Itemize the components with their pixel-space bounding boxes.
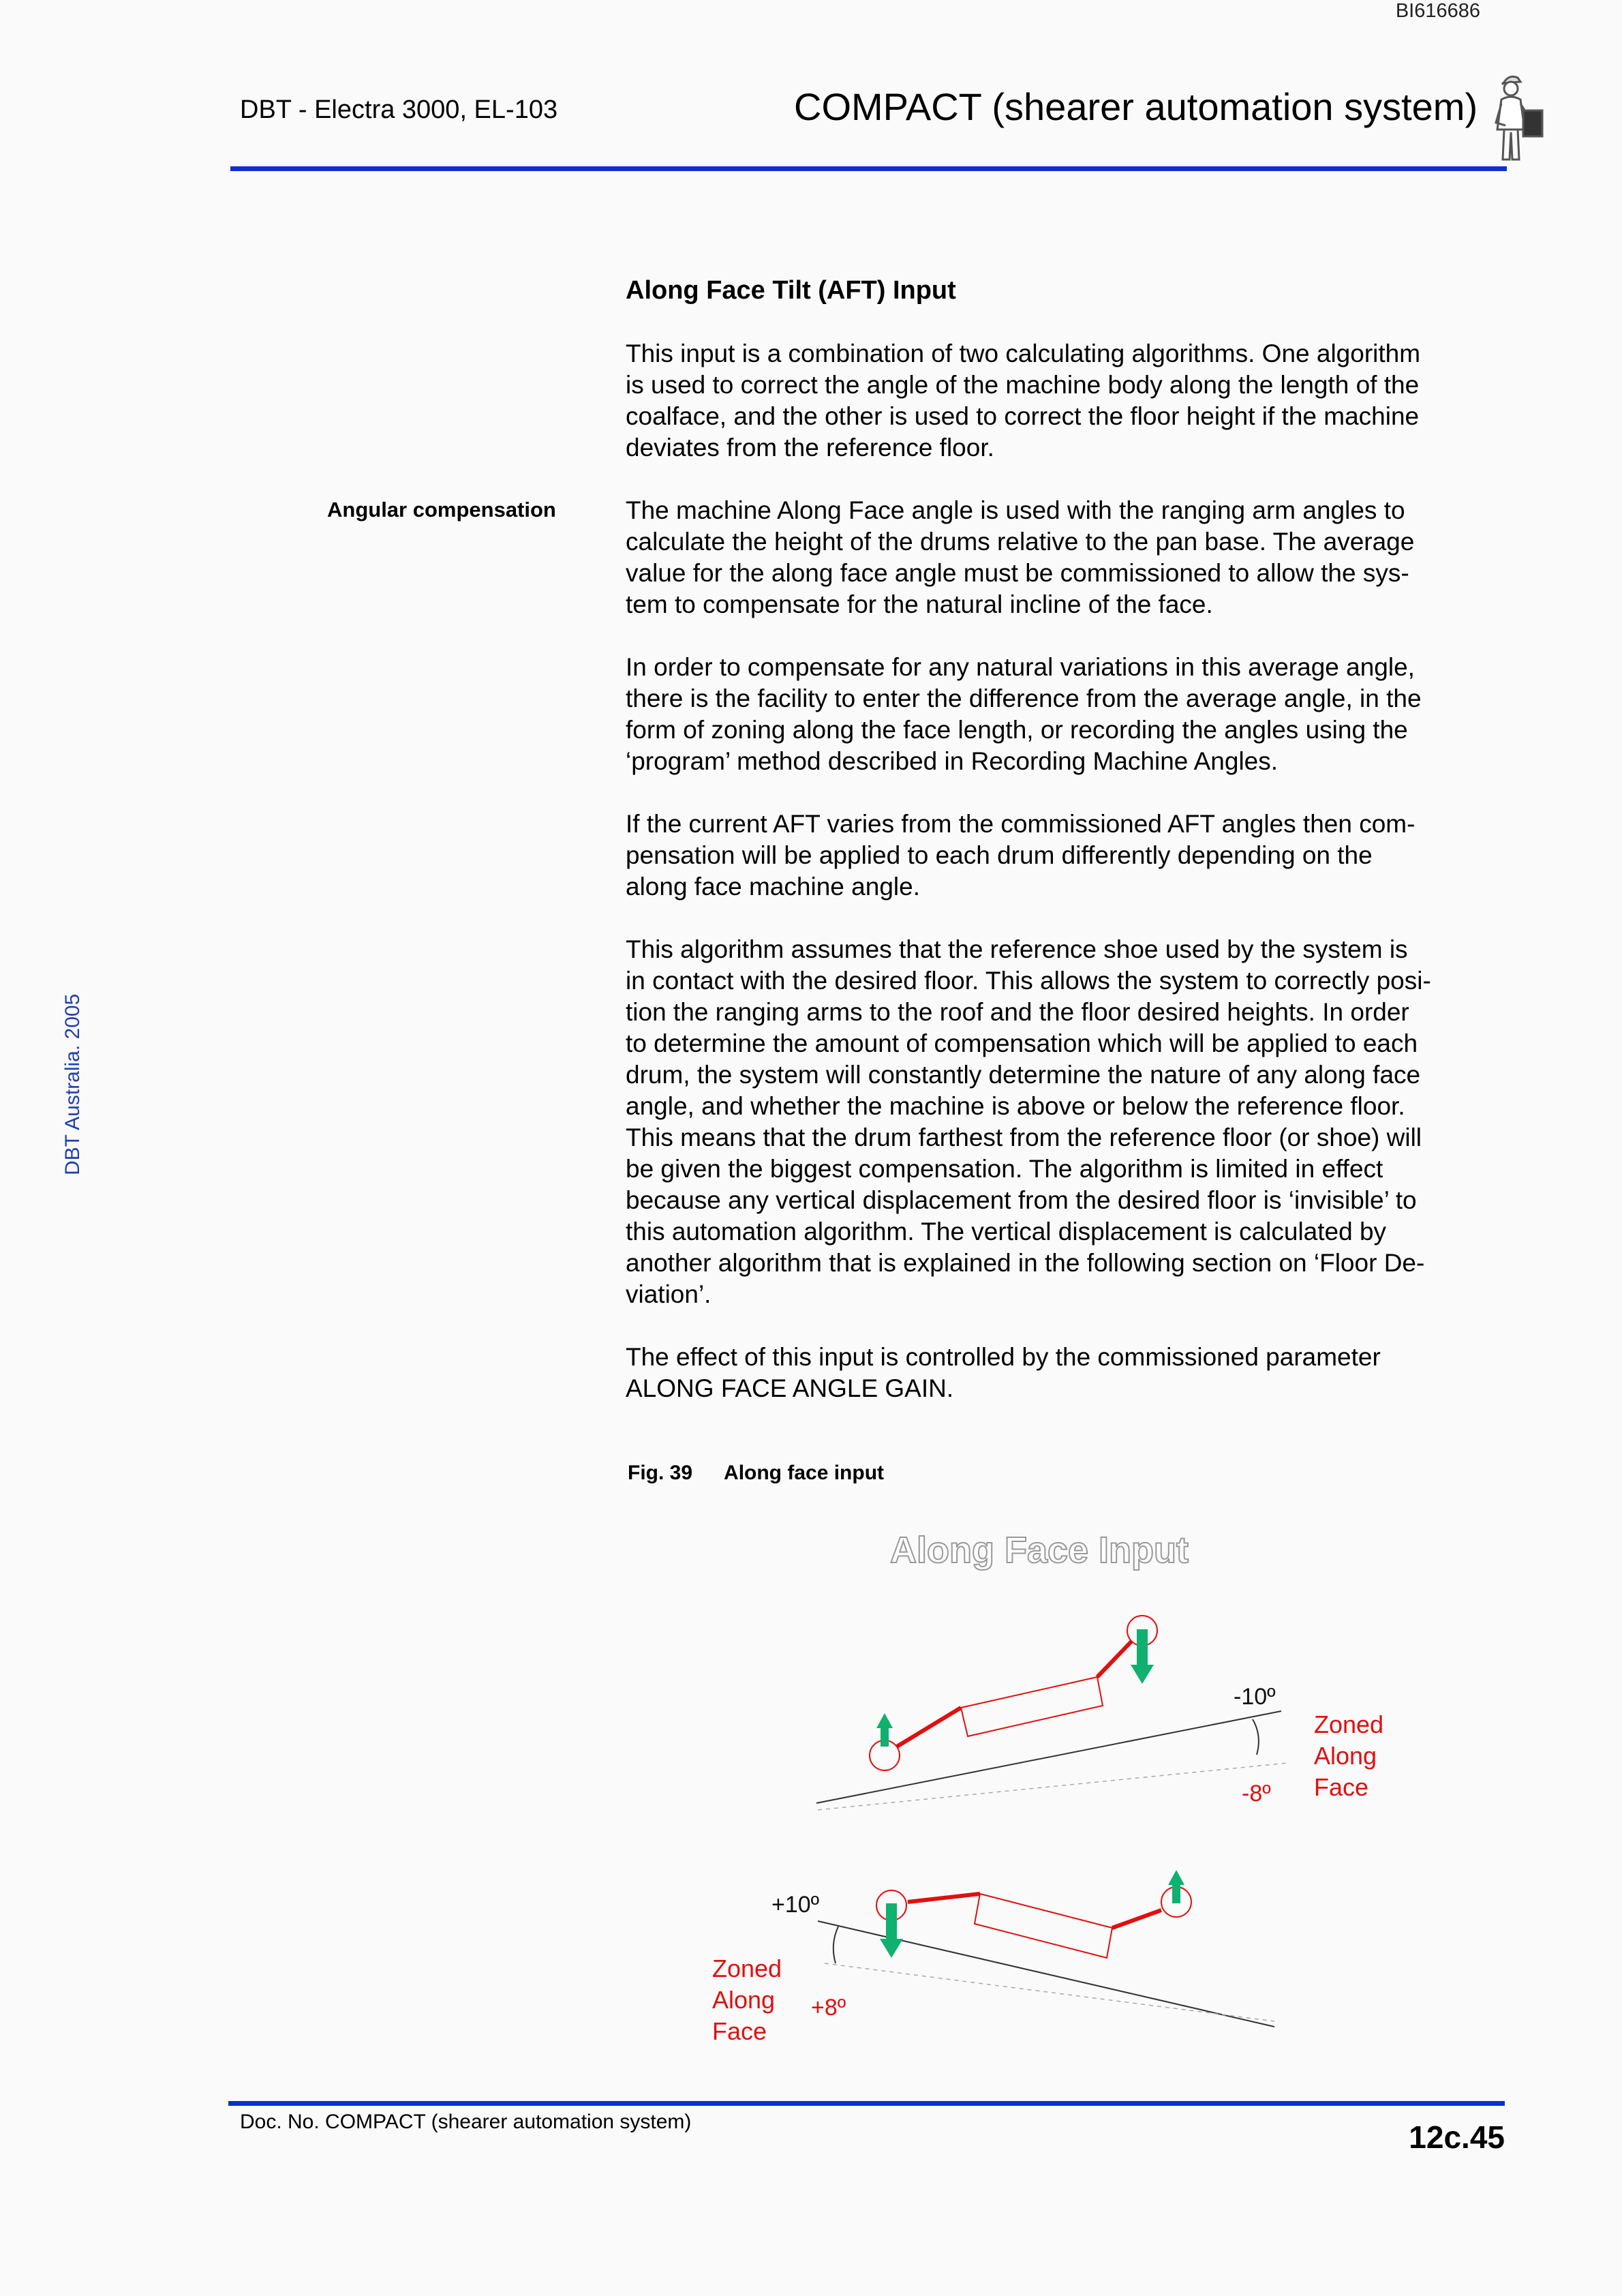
header-title: COMPACT (shearer automation system) [794, 85, 1478, 128]
top-diagram [816, 1616, 1383, 1810]
bottom-zoned-angle: +8º [811, 1995, 846, 2021]
bottom-angle-arc [833, 1927, 838, 1963]
technician-with-case-icon [1489, 70, 1548, 165]
figure-caption [628, 1462, 884, 1485]
top-zoned-label-2: Along [1314, 1742, 1377, 1770]
top-zoned-label-3: Face [1314, 1773, 1369, 1801]
top-machine-angle: -10º [1234, 1684, 1276, 1710]
top-down-arrow [1131, 1629, 1154, 1684]
paragraph-intro: This input is a combination of two calculating algorithms. One algorithm is used to correct the angle of the machine body along the length of the coalface, and the other is used to correct the floor height if the machine deviates from the reference floor. [626, 339, 1421, 462]
side-copyright: DBT Australia. 2005 [61, 993, 84, 1175]
top-right-arm [1097, 1642, 1131, 1677]
figure-title: Along Face Input [890, 1530, 1189, 1571]
header-product: DBT - Electra 3000, EL-103 [240, 95, 558, 124]
footer-rule [228, 2101, 1505, 2106]
margin-note: Angular compensation [327, 498, 556, 522]
paragraph-algorithm: This algorithm assumes that the reference shoe used by the system is in contact with the desired floor. This allows the system to correctly posi- tion the ranging arms to the roof and the floor desired heights. In order to determine the amount of compensation which will be applied to each drum, the system will constantly determine the nature of any along face angle, and whether the machine is above or below the reference floor. This means that the drum farthest from the reference floor (or shoe) will be given the biggest compensation. The algorithm is limited in effect because any vertical displacement from the desired floor is ‘invisible’ to this automation algorithm. The vertical displacement is calculated by another algorithm that is explained in the following section on ‘Floor De- viation’. [626, 935, 1431, 1308]
bottom-right-arm [1112, 1910, 1161, 1928]
top-angle-arc [1253, 1719, 1259, 1755]
bottom-diagram [712, 1870, 1274, 2045]
document-id: BI616686 [1395, 0, 1480, 22]
paragraph-gain: The effect of this input is controlled by the commissioned parameter ALONG FACE ANGLE GAIN. [626, 1343, 1381, 1402]
section-heading: Along Face Tilt (AFT) Input [626, 276, 956, 305]
bottom-up-arrow [1168, 1870, 1184, 1903]
bottom-zoned-label-2: Along [712, 1986, 776, 2014]
page-number: 12c.45 [1409, 2119, 1505, 2155]
bottom-machine-body [975, 1894, 1112, 1958]
top-zoned-angle: -8º [1242, 1781, 1271, 1807]
figure-number: Fig. 39 [628, 1462, 693, 1484]
bottom-zoned-label-1: Zoned [712, 1954, 782, 1982]
paragraph-angular: The machine Along Face angle is used with the ranging arm angles to calculate the height of the drums relative to the pan base. The average value for the along face angle must be commissioned to allow the sys- tem to compensate for the natural incline of the face. [626, 496, 1415, 618]
top-left-arm [897, 1708, 961, 1747]
bottom-left-arm [908, 1894, 980, 1902]
bottom-zoned-line [825, 1963, 1274, 2021]
paragraph-compensation: If the current AFT varies from the commissioned AFT angles then com- pensation will be applied to each drum differently depending on the along face machine angle. [626, 810, 1416, 901]
figure-caption-text: Along face input [724, 1462, 885, 1484]
along-face-figure [675, 1520, 1452, 2066]
top-machine-body [961, 1677, 1103, 1736]
bottom-machine-angle: +10º [771, 1892, 820, 1918]
top-zoned-label-1: Zoned [1314, 1710, 1384, 1738]
footer-doc-number: Doc. No. COMPACT (shearer automation system) [240, 2111, 692, 2133]
paragraph-zoning: In order to compensate for any natural variations in this average angle, there is the facility to enter the difference from the average angle, in the form of zoning along the face length, or recording the angles using the ‘program’ method described in Recording Machine Angles. [626, 653, 1422, 775]
bottom-down-arrow [880, 1903, 903, 1958]
header-rule [230, 166, 1507, 171]
bottom-zoned-label-3: Face [712, 2017, 767, 2045]
